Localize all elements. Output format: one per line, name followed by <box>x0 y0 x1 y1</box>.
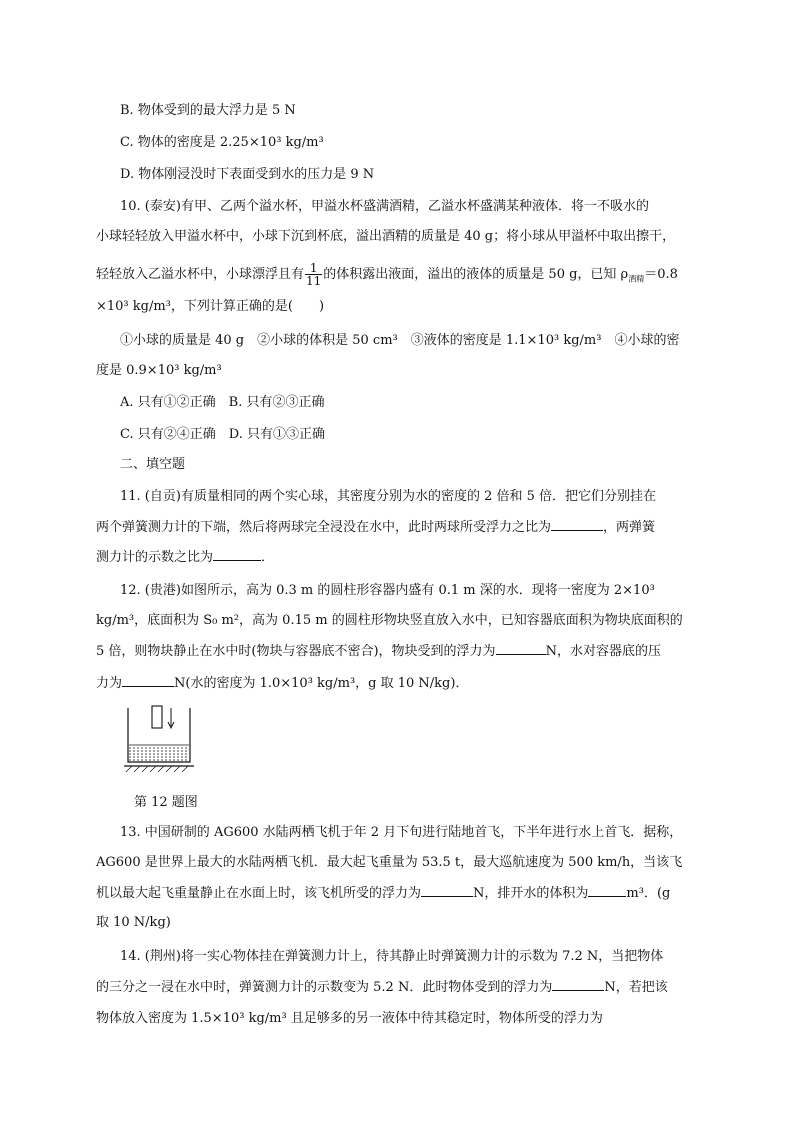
q10-line4: ×10³ kg/m³，下列计算正确的是( ) <box>96 299 325 314</box>
q11-line3-tail: ． <box>261 550 275 565</box>
q14-line1: 14. (荆州)将一实心物体挂在弹簧测力计上，待其静止时弹簧测力计的示数为 7.2 N，当把物体 <box>120 949 664 964</box>
q9-option-b: B. 物体受到的最大浮力是 5 N <box>120 103 296 118</box>
fraction-denominator: 11 <box>306 274 322 288</box>
q12-line4-text: 力为 <box>96 676 123 691</box>
q10-options-ab: A. 只有①②正确 B. 只有②③正确 <box>120 395 325 410</box>
q10-options-cd: C. 只有②④正确 D. 只有①③正确 <box>120 427 325 442</box>
q12-line4-tail: N(水的密度为 1.0×10³ kg/m³，g 取 10 N/kg)． <box>174 676 469 691</box>
q10-line3-b: 的体积露出液面，溢出的液体的质量是 50 g，已知 ρ <box>323 267 629 282</box>
q12-line1: 12. (贵港)如图所示，高为 0.3 m 的圆柱形容器内盛有 0.1 m 深的水．现将一密度为 2×10³ <box>120 583 655 598</box>
q12-line3 <box>96 642 661 661</box>
q12-line4 <box>96 674 468 693</box>
q14-line3: 物体放入密度为 1.5×10³ kg/m³ 且足够多的另一液体中待其稳定时，物体所受的浮力为 <box>96 1011 603 1026</box>
answer-blank[interactable] <box>421 884 473 897</box>
section-heading-fill-in: 二、填空题 <box>120 457 186 472</box>
q12-line2: kg/m³，底面积为 S₀ m²，高为 0.15 m 的圆柱形物块竖直放入水中，已知容器底面积为物块底面积的 <box>96 613 683 628</box>
q9-option-d: D. 物体刚浸没时下表面受到水的压力是 9 N <box>120 167 375 182</box>
q10-line2: 小球轻轻放入甲溢水杯中，小球下沉到杯底，溢出酒精的质量是 40 g；将小球从甲溢杯中取出擦干， <box>96 229 676 244</box>
q11-line3-text: 测力计的示数之比为 <box>96 550 214 565</box>
q11-line3 <box>96 548 274 567</box>
q10-line1: 10. (泰安)有甲、乙两个溢水杯，甲溢水杯盛满酒精，乙溢水杯盛满某种液体．将一不吸水的 <box>120 199 649 214</box>
answer-blank[interactable] <box>213 548 261 561</box>
answer-blank[interactable] <box>122 674 174 687</box>
q11-line2 <box>96 518 655 537</box>
q14-line2-tail: N，若把该 <box>604 980 668 995</box>
answer-blank[interactable] <box>552 978 604 991</box>
q13-line3 <box>96 884 670 903</box>
q10-statement-1: ①小球的质量是 40 g ②小球的体积是 50 cm³ ③液体的密度是 1.1×10³ kg/m³ ④小球的密 <box>120 333 680 348</box>
q11-line2-tail: ，两弹簧 <box>603 520 656 535</box>
q14-line2-text: 的三分之一浸在水中时，弹簧测力计的示数变为 5.2 N．此时物体受到的浮力为 <box>96 980 553 995</box>
answer-blank[interactable] <box>496 642 546 655</box>
rho-subscript: 酒精 <box>628 274 645 284</box>
q14-line2 <box>96 978 668 997</box>
q13-line1: 13. 中国研制的 AG600 水陆两栖飞机于年 2 月下旬进行陆地首飞，下半年进行水上首飞．据称， <box>120 825 683 840</box>
q10-line3 <box>96 262 678 289</box>
answer-blank[interactable] <box>551 518 603 531</box>
q11-line1: 11. (自贡)有质量相同的两个实心球，其密度分别为水的密度的 2 倍和 5 倍．把它们分别挂在 <box>120 489 657 504</box>
answer-blank[interactable] <box>588 884 626 897</box>
container-block-figure <box>124 700 204 778</box>
q12-line3-tail: N，水对容器底的压 <box>545 644 661 659</box>
q9-option-c: C. 物体的密度是 2.25×10³ kg/m³ <box>120 135 324 150</box>
q10-line3-c: ＝0.8 <box>644 267 678 282</box>
q13-line2: AG600 是世界上最大的水陆两栖飞机．最大起飞重量为 53.5 t，最大巡航速度为 500 km/h，当该飞 <box>96 855 683 870</box>
q13-line4: 取 10 N/kg) <box>96 915 171 930</box>
fraction <box>305 262 322 287</box>
q11-line2-text: 两个弹簧测力计的下端，然后将两球完全浸没在水中，此时两球所受浮力之比为 <box>96 520 552 535</box>
q12-line3-text: 5 倍，则物块静止在水中时(物块与容器底不密合)，物块受到的浮力为 <box>96 644 496 659</box>
q13-line3-mid: N，排开水的体积为 <box>473 886 589 901</box>
q13-line3-text: 机以最大起飞重量静止在水面上时，该飞机所受的浮力为 <box>96 886 422 901</box>
fraction-numerator: 1 <box>305 262 322 275</box>
q10-statement-2: 度是 0.9×10³ kg/m³ <box>96 363 222 378</box>
figure-caption: 第 12 题图 <box>134 795 198 810</box>
q13-line3-tail: m³．(g <box>626 886 671 901</box>
q10-line3-a: 轻轻放入乙溢水杯中，小球漂浮且有 <box>96 267 305 282</box>
